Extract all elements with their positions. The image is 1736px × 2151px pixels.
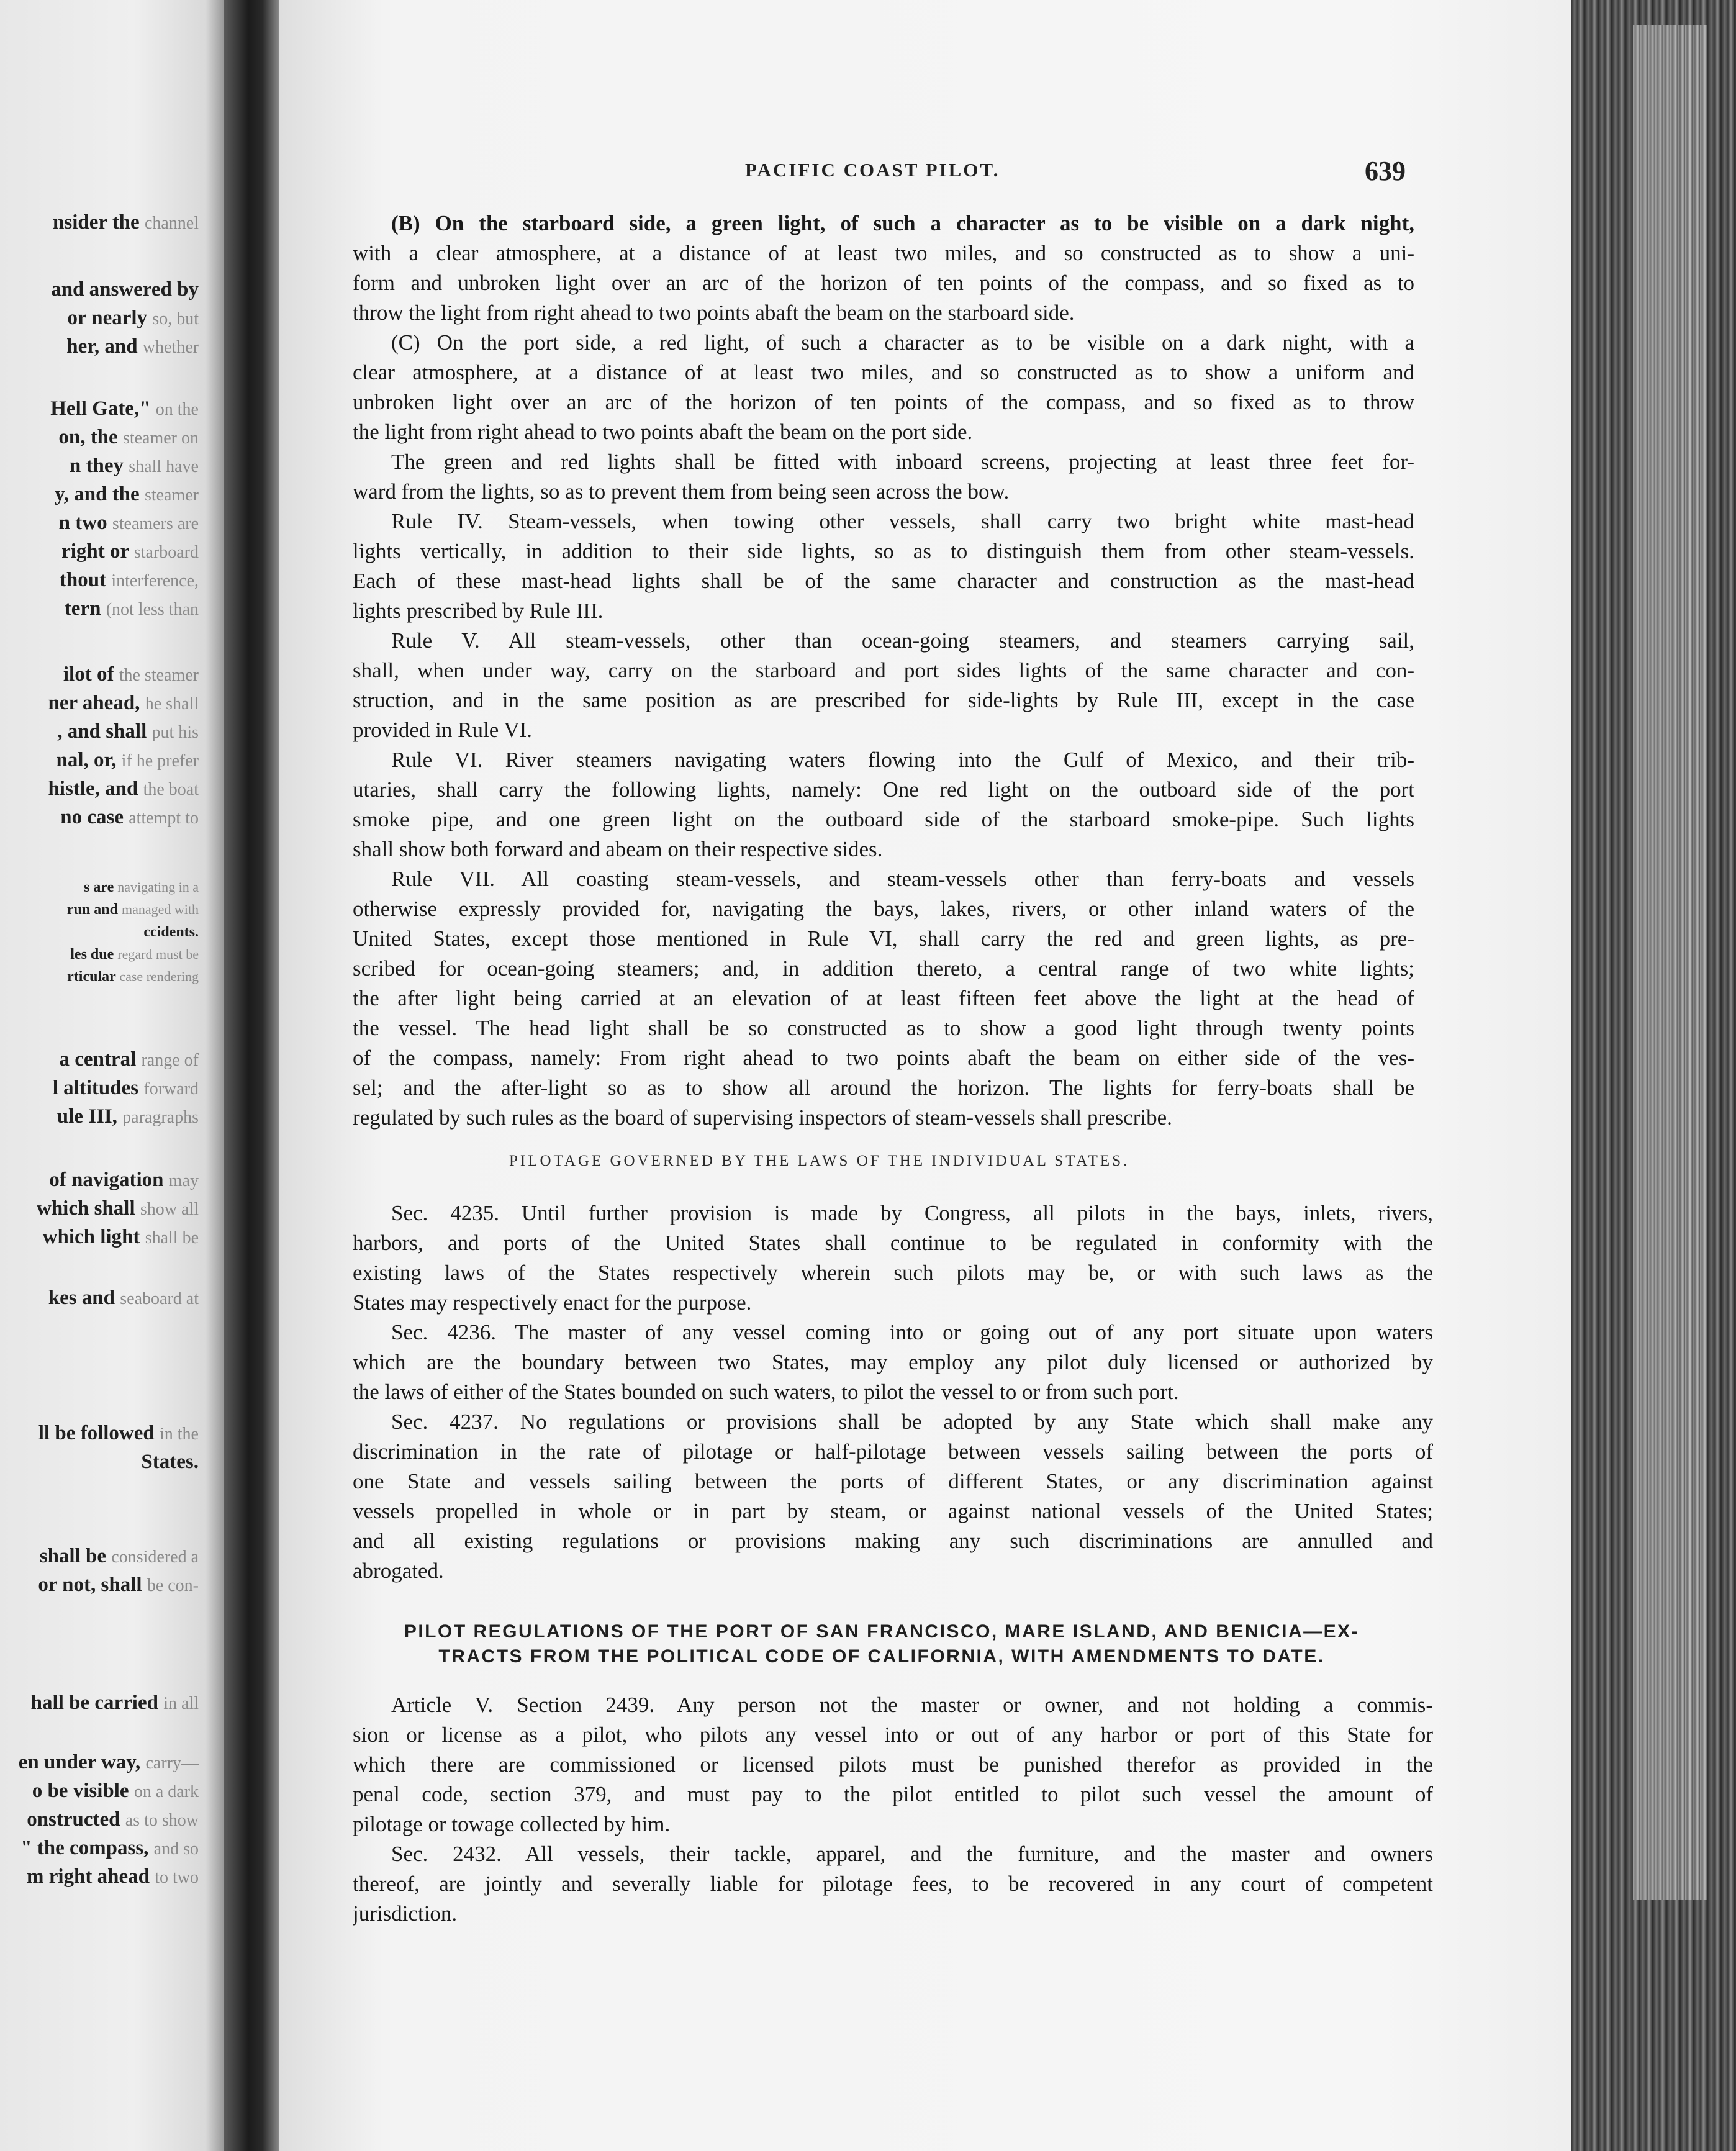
text-line: shall, when under way, carry on the starboard and port sides lights of the same character and con- — [353, 658, 1414, 682]
facing-line: Hell Gate," on the — [50, 397, 199, 420]
facing-line: nsider the channel — [53, 211, 199, 233]
running-head: PACIFIC COAST PILOT. — [745, 159, 1000, 181]
heading-line: PILOT REGULATIONS OF THE PORT OF SAN FRANCISCO, MARE ISLAND, AND BENICIA—EX- — [404, 1621, 1360, 1642]
text-line: ward from the lights, so as to prevent them from being seen across the bow. — [353, 479, 1010, 504]
facing-line: en under way, carry— — [18, 1751, 199, 1773]
text-line: provided in Rule VI. — [353, 718, 533, 742]
text-line: struction, and in the same position as are prescribed for side-lights by Rule III, except in the case — [353, 688, 1414, 712]
text-line: States may respectively enact for the purpose. — [353, 1290, 752, 1315]
facing-line: and answered by — [51, 278, 199, 301]
text-line: the light from right ahead to two points abaft the beam on the port side. — [353, 420, 973, 444]
facing-line: n they shall have — [69, 455, 199, 477]
facing-line: ner ahead, he shall — [48, 692, 199, 714]
text-line: which are the boundary between two States, may employ any pilot duly licensed or authorized by — [353, 1350, 1433, 1374]
text-line: discrimination in the rate of pilotage or half-pilotage between vessels sailing between the ports of — [353, 1439, 1433, 1464]
facing-line: or nearly so, but — [67, 307, 199, 329]
text-line: sion or license as a pilot, who pilots any vessel into or out of any harbor or port of this State for — [353, 1723, 1433, 1747]
text-line: (C) On the port side, a red light, of such a character as to be visible on a dark night, with a — [391, 330, 1414, 355]
facing-line: or not, shall be con- — [38, 1574, 199, 1596]
text-line: Rule V. All steam-vessels, other than ocean-going steamers, and steamers carrying sail, — [391, 628, 1414, 653]
facing-line: m right ahead to two — [26, 1865, 199, 1888]
facing-line: run and managed with — [66, 902, 199, 918]
facing-line: , and shall put his — [57, 720, 199, 743]
facing-line: ule III, paragraphs — [57, 1105, 199, 1128]
facing-line: which light shall be — [42, 1226, 199, 1248]
page-edges — [1571, 0, 1736, 2151]
facing-line: which shall show all — [37, 1197, 199, 1220]
facing-line: l altitudes forward — [52, 1077, 199, 1099]
text-line: of the compass, namely: From right ahead to two points abaft the beam on either side of the ves- — [353, 1046, 1414, 1070]
facing-line: right or starboard — [61, 540, 199, 563]
text-line: Sec. 4235. Until further provision is made by Congress, all pilots in the bays, inlets, rivers, — [391, 1201, 1433, 1225]
book-gutter — [224, 0, 279, 2151]
text-line: unbroken light over an arc of the horizon of ten points of the compass, and so fixed as to throw — [353, 390, 1414, 414]
section-heading-pilotage: PILOTAGE GOVERNED BY THE LAWS OF THE INDIVIDUAL STATES. — [509, 1152, 1130, 1169]
text-line: The green and red lights shall be fitted with inboard screens, projecting at least three feet for- — [391, 450, 1414, 474]
page-stack — [1633, 25, 1707, 1900]
text-line: Article V. Section 2439. Any person not the master or owner, and not holding a commis- — [391, 1693, 1433, 1717]
text-line: (B) On the starboard side, a green light, of such a character as to be visible on a dark night, — [391, 211, 1414, 235]
facing-line: n two steamers are — [58, 512, 199, 534]
text-line: smoke pipe, and one green light on the outboard side of the starboard smoke-pipe. Such lights — [353, 807, 1414, 831]
facing-line: nal, or, if he prefer — [56, 749, 199, 771]
text-line: shall show both forward and abeam on their respective sides. — [353, 837, 883, 861]
page-number: 639 — [1365, 156, 1406, 186]
facing-line: States. — [141, 1451, 199, 1473]
text-line: utaries, shall carry the following lights, namely: One red light on the outboard side of the port — [353, 777, 1414, 802]
text-line: vessels propelled in whole or in part by steam, or against national vessels of the United States; — [353, 1499, 1433, 1523]
facing-line: histle, and the boat — [48, 777, 199, 800]
text-line: clear atmosphere, at a distance of at least two miles, and so constructed as to show a uniform and — [353, 360, 1414, 384]
facing-line: hall be carried in all — [30, 1691, 199, 1714]
text-line: Each of these mast-head lights shall be of the same character and construction as the mast-head — [353, 569, 1414, 593]
text-line: existing laws of the States respectively wherein such pilots may be, or with such laws as the — [353, 1261, 1433, 1285]
text-line: regulated by such rules as the board of supervising inspectors of steam-vessels shall prescribe. — [353, 1105, 1172, 1130]
facing-line: her, and whether — [66, 335, 199, 358]
facing-line: ccidents. — [143, 924, 199, 940]
heading-line: TRACTS FROM THE POLITICAL CODE OF CALIFORNIA, WITH AMENDMENTS TO DATE. — [438, 1646, 1325, 1667]
text-line: with a clear atmosphere, at a distance of at least two miles, and so constructed as to show a uni- — [353, 241, 1414, 265]
facing-line: o be visible on a dark — [32, 1780, 199, 1802]
rules-text — [353, 209, 1414, 1133]
facing-line: no case attempt to — [60, 806, 199, 828]
facing-line: kes and seaboard at — [48, 1287, 199, 1309]
facing-line: onstructed as to show — [27, 1808, 199, 1831]
facing-line: tern (not less than — [64, 597, 199, 620]
text-line: and all existing regulations or provisions making any such discriminations are annulled and — [353, 1529, 1433, 1553]
facing-line: a central range of — [59, 1048, 199, 1071]
text-line: Sec. 4237. No regulations or provisions shall be adopted by any State which shall make any — [391, 1410, 1433, 1434]
text-line: Rule IV. Steam-vessels, when towing other vessels, shall carry two bright white mast-head — [391, 509, 1414, 533]
text-line: thereof, are jointly and severally liable for pilotage fees, to be recovered in any court of competent — [353, 1872, 1433, 1896]
text-line: the after light being carried at an elevation of at least fifteen feet above the light at the head of — [353, 986, 1414, 1010]
text-line: sel; and the after-light so as to show all around the horizon. The lights for ferry-boats shall be — [353, 1076, 1414, 1100]
text-line: Rule VII. All coasting steam-vessels, and steam-vessels other than ferry-boats and vessels — [391, 867, 1414, 891]
facing-line: ilot of the steamer — [63, 663, 199, 686]
text-line: United States, except those mentioned in Rule VI, shall carry the red and green lights, as pre- — [353, 926, 1414, 951]
text-line: the vessel. The head light shall be so constructed as to show a good light through twenty points — [353, 1016, 1414, 1040]
text-line: Sec. 2432. All vessels, their tackle, apparel, and the furniture, and the master and owners — [391, 1842, 1433, 1866]
text-line: pilotage or towage collected by him. — [353, 1812, 671, 1836]
pilotage-sections — [353, 1198, 1433, 1586]
facing-line: rticular case rendering — [67, 969, 199, 985]
text-line: lights prescribed by Rule III. — [353, 599, 604, 623]
facing-line: of navigation may — [49, 1169, 199, 1191]
text-line: harbors, and ports of the United States shall continue to be regulated in conformity with the — [353, 1231, 1433, 1255]
text-line: throw the light from right ahead to two points abaft the beam on the starboard side. — [353, 301, 1075, 325]
text-line: which there are commissioned or licensed pilots must be punished therefor as provided in the — [353, 1752, 1433, 1777]
facing-line: on, the steamer on — [58, 426, 199, 448]
regulation-sections — [353, 1690, 1433, 1929]
text-line: lights vertically, in addition to their side lights, so as to distinguish them from other steam-vessels. — [353, 539, 1414, 563]
text-line: the laws of either of the States bounded on such waters, to pilot the vessel to or from such port. — [353, 1380, 1179, 1404]
text-line: otherwise expressly provided for, navigating the bays, lakes, rivers, or other inland waters of the — [353, 897, 1414, 921]
facing-line: les due regard must be — [70, 946, 199, 962]
text-line: one State and vessels sailing between the ports of different States, or any discrimination against — [353, 1469, 1433, 1493]
section-heading-regulations — [354, 1619, 1409, 1669]
facing-line: ll be followed in the — [38, 1422, 199, 1444]
facing-line: thout interference, — [59, 569, 199, 591]
text-line: scribed for ocean-going steamers; and, in addition thereto, a central range of two white lights; — [353, 956, 1414, 980]
text-line: abrogated. — [353, 1559, 444, 1583]
facing-line: " the compass, and so — [20, 1837, 199, 1859]
facing-page — [0, 0, 224, 2151]
text-line: Sec. 4236. The master of any vessel coming into or going out of any port situate upon waters — [391, 1320, 1433, 1344]
text-line: Rule VI. River steamers navigating waters flowing into the Gulf of Mexico, and their trib- — [391, 748, 1414, 772]
facing-line: s are navigating in a — [84, 879, 199, 895]
text-line: jurisdiction. — [353, 1901, 458, 1926]
text-line: form and unbroken light over an arc of the horizon of ten points of the compass, and so fixed as to — [353, 271, 1414, 295]
text-line: penal code, section 379, and must pay to the pilot entitled to pilot such vessel the amount of — [353, 1782, 1433, 1806]
facing-line: y, and the steamer — [55, 483, 199, 505]
facing-line: shall be considered a — [39, 1545, 199, 1567]
